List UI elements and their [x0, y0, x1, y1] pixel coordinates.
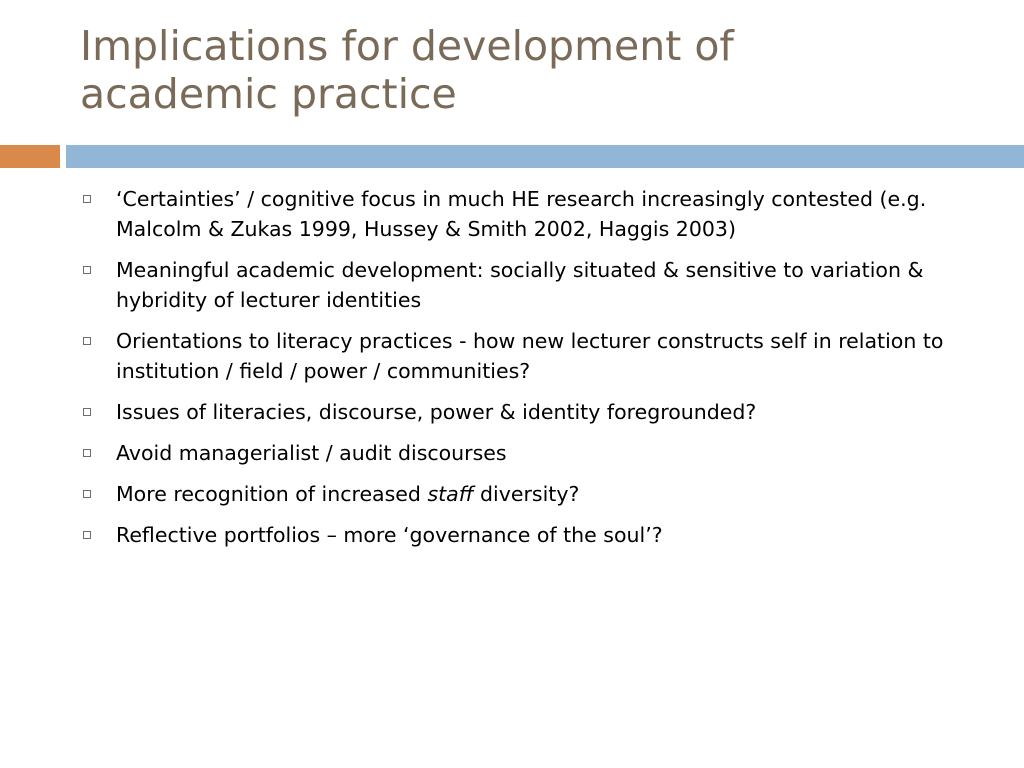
slide-title-line-1: Implications for development of: [80, 22, 734, 70]
bullet-square-icon: [83, 449, 91, 457]
bullet-square-icon: [83, 337, 91, 345]
slide-title-line-2: academic practice: [80, 70, 457, 118]
bullet-text: Orientations to literacy practices - how new lecturer constructs self in relation to institution / field / power / communities?: [116, 329, 944, 383]
accent-band-orange: [0, 145, 60, 168]
bullet-text: Meaningful academic development: socially situated & sensitive to variation & hybridity of lecturer identities: [116, 258, 924, 312]
bullet-text: [116, 482, 579, 506]
bullet-text: Reflective portfolios – more ‘governance of the soul’?: [116, 523, 663, 547]
bullet-item: [80, 438, 970, 468]
bullet-item: [80, 479, 970, 509]
bullet-item: [80, 397, 970, 427]
bullet-item: [80, 184, 970, 244]
bullet-text-part: diversity?: [473, 482, 580, 506]
bullet-square-icon: [83, 266, 91, 274]
bullet-square-icon: [83, 531, 91, 539]
bullet-square-icon: [83, 490, 91, 498]
bullet-square-icon: [83, 195, 91, 203]
bullet-list: [80, 184, 970, 561]
bullet-item: [80, 255, 970, 315]
bullet-text-emphasis: staff: [427, 482, 474, 506]
bullet-item: [80, 326, 970, 386]
bullet-text: Avoid managerialist / audit discourses: [116, 441, 507, 465]
bullet-text: Issues of literacies, discourse, power & identity foregrounded?: [116, 400, 757, 424]
bullet-item: [80, 520, 970, 550]
accent-band-blue: [66, 145, 1024, 168]
slide-title: [80, 22, 980, 118]
bullet-square-icon: [83, 408, 91, 416]
bullet-text-part: More recognition of increased: [116, 482, 428, 506]
bullet-text: ‘Certainties’ / cognitive focus in much HE research increasingly contested (e.g. Malcolm & Zukas 1999, Hussey & Smith 2002, Haggis 2003): [116, 187, 927, 241]
